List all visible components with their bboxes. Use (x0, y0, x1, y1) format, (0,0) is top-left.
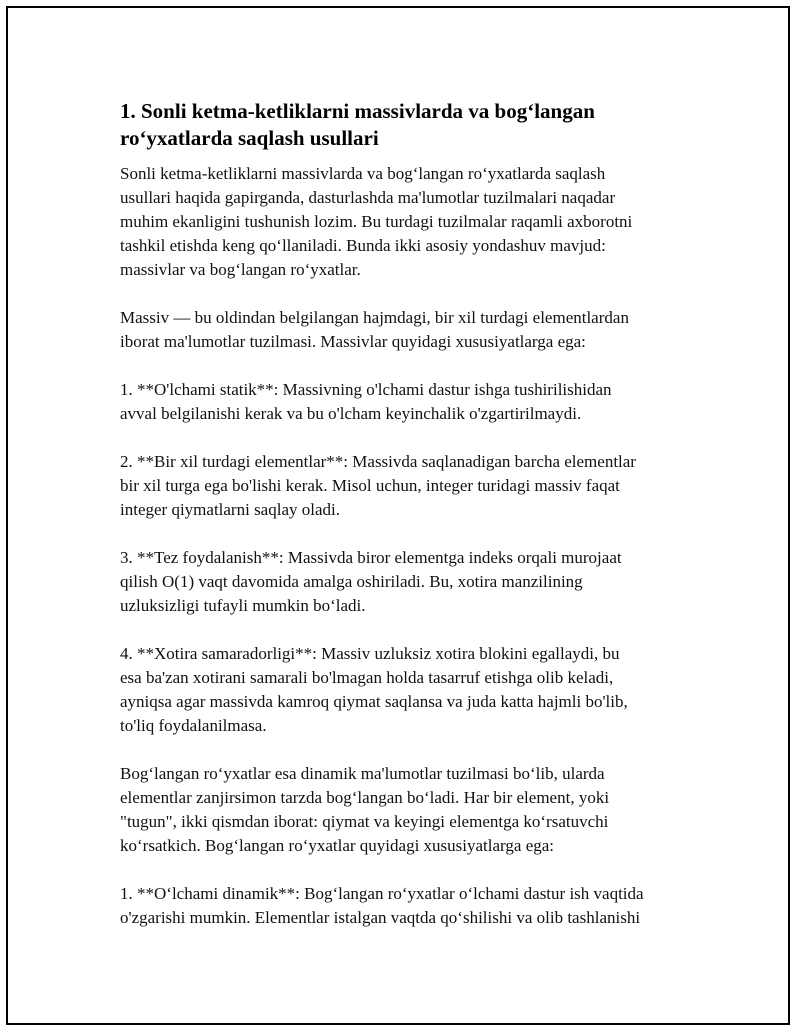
paragraph-intro: Sonli ketma-ketliklarni massivlarda va bog‘langan ro‘yxatlarda saqlash usullari haqida gapirganda, dasturlashda ma'lumotlar tuzilmalari naqadar muhim ekanligini tushunish lozim. Bu turdagi tuzilmalar raqamli axborotni tashkil etishda keng qo‘llaniladi. Bunda ikki asosiy yondashuv mavjud: massivlar va bog‘langan ro‘yxatlar. (120, 164, 633, 279)
paragraph-array-property-4: 4. **Xotira samaradorligi**: Massiv uzluksiz xotira blokini egallaydi, bu esa ba'zan xotirani samarali bo'lmagan holda tasarruf etishga olib keladi, ayniqsa agar massivda kamroq qiymat saqlansa va juda katta hajmli bo'lib, to'liq foydalanilmasa. (120, 644, 628, 735)
paragraph-linked-list-definition: Bog‘langan ro‘yxatlar esa dinamik ma'lumotlar tuzilmasi bo‘lib, ularda elementlar zanjirsimon tarzda bog‘langan bo‘ladi. Har bir element, yoki "tugun", ikki qismdan iborat: qiymat va keyingi elementga ko‘rsatuvchi ko‘rsatkich. Bog‘langan ro‘yxatlar quyidagi xususiyatlarga ega: (120, 764, 610, 855)
paragraph-linked-list-property-1: 1. **O‘lchami dinamik**: Bog‘langan ro‘yxatlar o‘lchami dastur ish vaqtida o'zgarishi mumkin. Elementlar istalgan vaqtda qo‘shilishi va olib tashlanishi (120, 884, 644, 927)
document-body (120, 98, 706, 954)
section-heading: 1. Sonli ketma-ketliklarni massivlarda va bog‘langan ro‘yxatlarda saqlash usullari (120, 99, 595, 150)
page-frame (6, 6, 790, 1025)
paragraph-array-property-3: 3. **Tez foydalanish**: Massivda biror elementga indeks orqali murojaat qilish O(1) vaqt davomida amalga oshiriladi. Bu, xotira manzilining uzluksizligi tufayli mumkin bo‘ladi. (120, 548, 622, 615)
paragraph-array-property-1: 1. **O'lchami statik**: Massivning o'lchami dastur ishga tushirilishidan avval belgilanishi kerak va bu o'lcham keyinchalik o'zgartirilmaydi. (120, 380, 612, 423)
paragraph-array-property-2: 2. **Bir xil turdagi elementlar**: Massivda saqlanadigan barcha elementlar bir xil turga ega bo'lishi kerak. Misol uchun, integer turidagi massiv faqat integer qiymatlarni saqlay oladi. (120, 452, 636, 519)
paragraph-array-definition: Massiv — bu oldindan belgilangan hajmdagi, bir xil turdagi elementlardan iborat ma'lumotlar tuzilmasi. Massivlar quyidagi xususiyatlarga ega: (120, 308, 629, 351)
